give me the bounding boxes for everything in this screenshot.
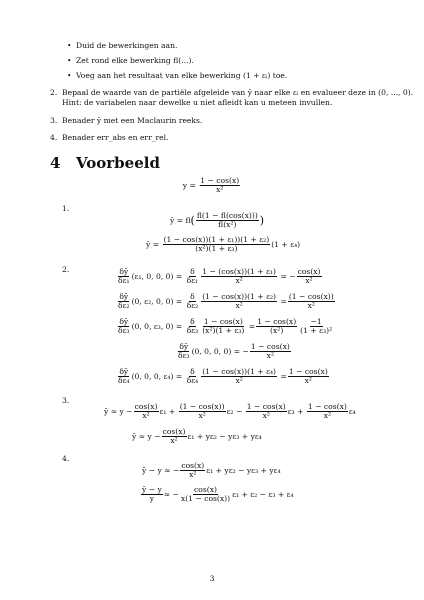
step-2-num: 2. — [62, 265, 70, 274]
row2-mid-num: δ — [190, 292, 195, 301]
row1-res-den: x² — [305, 276, 313, 286]
step1-eq1-lhs: ȳ = fl — [170, 215, 191, 225]
row5-res: = — [280, 371, 287, 381]
row3-r-den: (x²)(1 + ε₃) — [202, 326, 245, 336]
s3l1-t1: ε₁ + — [159, 406, 176, 416]
s4l2-t: ε₁ + ε₂ − ε₃ + ε₄ — [232, 489, 294, 499]
s3l2-t: ε₁ + yε₂ − yε₃ + yε₄ — [187, 431, 262, 441]
list-item-3-num: 3. — [50, 116, 58, 125]
row2-lhs-num: δȳ — [119, 292, 129, 301]
s4l2-a: ≈ − — [163, 489, 179, 499]
s4l1-t: ε₁ + yε₂ − yε₃ + yε₄ — [206, 465, 281, 475]
s3l2-a: ȳ ≈ y − — [132, 431, 161, 441]
row2-res-den: x² — [307, 301, 315, 311]
row2-r-den: x² — [235, 301, 243, 311]
step-4-num: 4. — [62, 454, 70, 463]
row5-r-den: x² — [235, 376, 243, 386]
row5-lhs-arg: (0, 0, 0, ε₄) = — [131, 371, 183, 381]
row3-mid-den: δε₃ — [186, 326, 199, 336]
row3-res-num: 1 − cos(x) — [257, 317, 297, 326]
row3-res2-num: −1 — [310, 317, 322, 326]
row2-mid-den: δε₂ — [186, 301, 199, 311]
row3-lhs-num: δȳ — [119, 317, 129, 326]
s3l1-f3n: 1 − cos(x) — [246, 402, 286, 411]
row3-mid-num: δ — [190, 317, 195, 326]
row1-res-num: cos(x) — [297, 267, 321, 276]
step4-line-2 — [140, 486, 294, 504]
step4-line-1 — [142, 462, 281, 480]
section-title: Voorbeeld — [76, 154, 160, 172]
step2-row-2 — [116, 293, 336, 311]
row2-res: = — [280, 296, 287, 306]
row5-lhs-num: δȳ — [119, 367, 129, 376]
step1-eq2-lhs: ȳ = — [146, 239, 160, 249]
step2-row-1 — [116, 268, 323, 286]
row4-r-num: 1 − cos(x) — [250, 342, 290, 351]
s3l1-f2d: x² — [198, 411, 206, 421]
s3l1-t3: ε₃ + — [287, 406, 304, 416]
s4l2-ld: y — [149, 494, 155, 504]
row2-lhs-den: δε₂ — [118, 301, 130, 311]
step-1-num: 1. — [62, 204, 70, 213]
s3l1-t2: ε₂ − — [226, 406, 243, 416]
list-item-4-num: 4. — [50, 133, 58, 142]
s4l1-a: ȳ − y ≈ − — [142, 465, 180, 475]
s3l1-f1n: cos(x) — [134, 402, 158, 411]
s3l2-fn: cos(x) — [162, 427, 186, 436]
s3l1-f1d: x² — [142, 411, 150, 421]
row3-res-den: (x²) — [270, 326, 284, 336]
s3l1-f4n: 1 − cos(x) — [307, 402, 347, 411]
s3l1-f4d: x² — [323, 411, 332, 421]
row3-lhs-arg: (0, 0, ε₃, 0) = — [131, 321, 183, 331]
s3l1-t4: ε₄ — [348, 406, 356, 416]
bullet-item-3: • Voeg aan het resultaat van elke bewerking (1 + εᵢ) toe. — [76, 71, 287, 80]
step2-row-5 — [116, 368, 330, 386]
bullet-item-2: • Zet rond elke bewerking fl(...). — [76, 56, 194, 65]
page-number: 3 — [209, 574, 215, 583]
row4-lhs-den: δε₃ — [178, 351, 190, 361]
row5-res-den: x² — [304, 376, 312, 386]
step1-eq1-den: fl(x²) — [218, 220, 237, 230]
list-item-2-num: 2. — [50, 88, 58, 97]
list-item-2-line2: Hint: de variabelen naar dewelke u niet afleidt kan u meteen invullen. — [62, 98, 333, 107]
step1-eq2-tail: (1 + ε₄) — [271, 239, 301, 249]
step-1-eq1: ȳ = fl( $\frac{fl(1 - fl(\cos(x)))}{\text{fl(x²)}}$ ) — [170, 211, 265, 230]
main-eq-fraction — [199, 177, 240, 195]
row5-res-num: 1 − cos(x) — [288, 367, 328, 376]
main-equation — [183, 177, 241, 195]
bullet-item-1: • Duid de bewerkingen aan. — [76, 41, 177, 50]
s4l2-fd: x(1 − cos(x)) — [180, 494, 231, 504]
step1-eq1-frac — [196, 212, 259, 230]
row3-res: = — [248, 321, 256, 331]
row1-r-num: 1 − (cos(x))(1 + ε₁) — [202, 267, 277, 276]
s4l2-fn: cos(x) — [194, 485, 217, 494]
row5-mid-num: δ — [190, 367, 195, 376]
row1-mid-num: δ — [190, 267, 195, 276]
row5-r-num: (1 − cos(x))(1 + ε₄) — [202, 367, 277, 376]
step3-line-1 — [104, 403, 356, 421]
row5-mid-den: δε₄ — [186, 376, 199, 386]
section-number: 4 — [50, 154, 61, 172]
list-item-3-text: Benader ȳ met een Maclaurin reeks. — [62, 116, 203, 125]
row3-r-num: 1 − cos(x) — [203, 317, 243, 326]
step1-eq2-num: (1 − cos(x))(1 + ε₁))(1 + ε₂) — [163, 235, 270, 244]
row2-r-num: (1 − cos(x))(1 + ε₂) — [202, 292, 277, 301]
row1-lhs-arg: (ε₁, 0, 0, 0) = — [131, 271, 183, 281]
row4-r-den: x² — [266, 351, 274, 361]
row2-lhs-arg: (0, ε₂, 0, 0) = — [131, 296, 183, 306]
row2-res-num: (1 − cos(x)) — [288, 292, 334, 301]
row3-lhs-den: δε₃ — [118, 326, 130, 336]
s4l2-ln: ȳ − y — [142, 485, 162, 494]
row1-lhs-den: δε₁ — [118, 276, 130, 286]
row5-lhs-den: δε₄ — [118, 376, 130, 386]
main-eq-den: x² — [216, 185, 224, 195]
s3l1-f3d: x² — [262, 411, 270, 421]
step3-line-2 — [132, 428, 262, 446]
main-eq-lhs: y = — [182, 180, 196, 190]
step-3-num: 3. — [62, 396, 70, 405]
step-1-eq2 — [146, 236, 300, 254]
row4-lhs-num: δȳ — [179, 342, 189, 351]
step2-row-4 — [176, 343, 292, 361]
s4l1-fn: cos(x) — [181, 461, 205, 470]
section-heading — [50, 154, 160, 173]
step1-eq2-den: (x²)(1 + ε₃) — [195, 244, 238, 254]
step1-eq1-num: fl(1 − fl(cos(x))) — [196, 211, 258, 220]
row1-lhs-num: δȳ — [119, 267, 129, 276]
s3l1-a: ȳ ≈ y − — [104, 406, 133, 416]
s3l2-fd: x² — [170, 436, 178, 446]
row1-r-den: x² — [235, 276, 243, 286]
step1-eq2-frac — [163, 236, 271, 254]
row1-res: = − — [280, 271, 296, 281]
list-item-2-line1: Bepaal de waarde van de partiële afgeleide van ȳ naar elke εᵢ en evalueer deze in (0, ..., 0). — [62, 88, 414, 97]
s3l1-f2n: (1 − cos(x)) — [179, 402, 225, 411]
s4l1-fd: x² — [189, 470, 197, 480]
row1-mid-den: δε₁ — [186, 276, 199, 286]
list-item-4-text: Benader err_abs en err_rel. — [62, 133, 169, 142]
row3-res2-den: (1 + ε₃)² — [300, 326, 333, 336]
main-eq-num: 1 − cos(x) — [200, 176, 240, 185]
step2-row-3 — [116, 318, 334, 336]
row4-lhs-arg: (0, 0, 0, 0) = − — [191, 346, 249, 356]
